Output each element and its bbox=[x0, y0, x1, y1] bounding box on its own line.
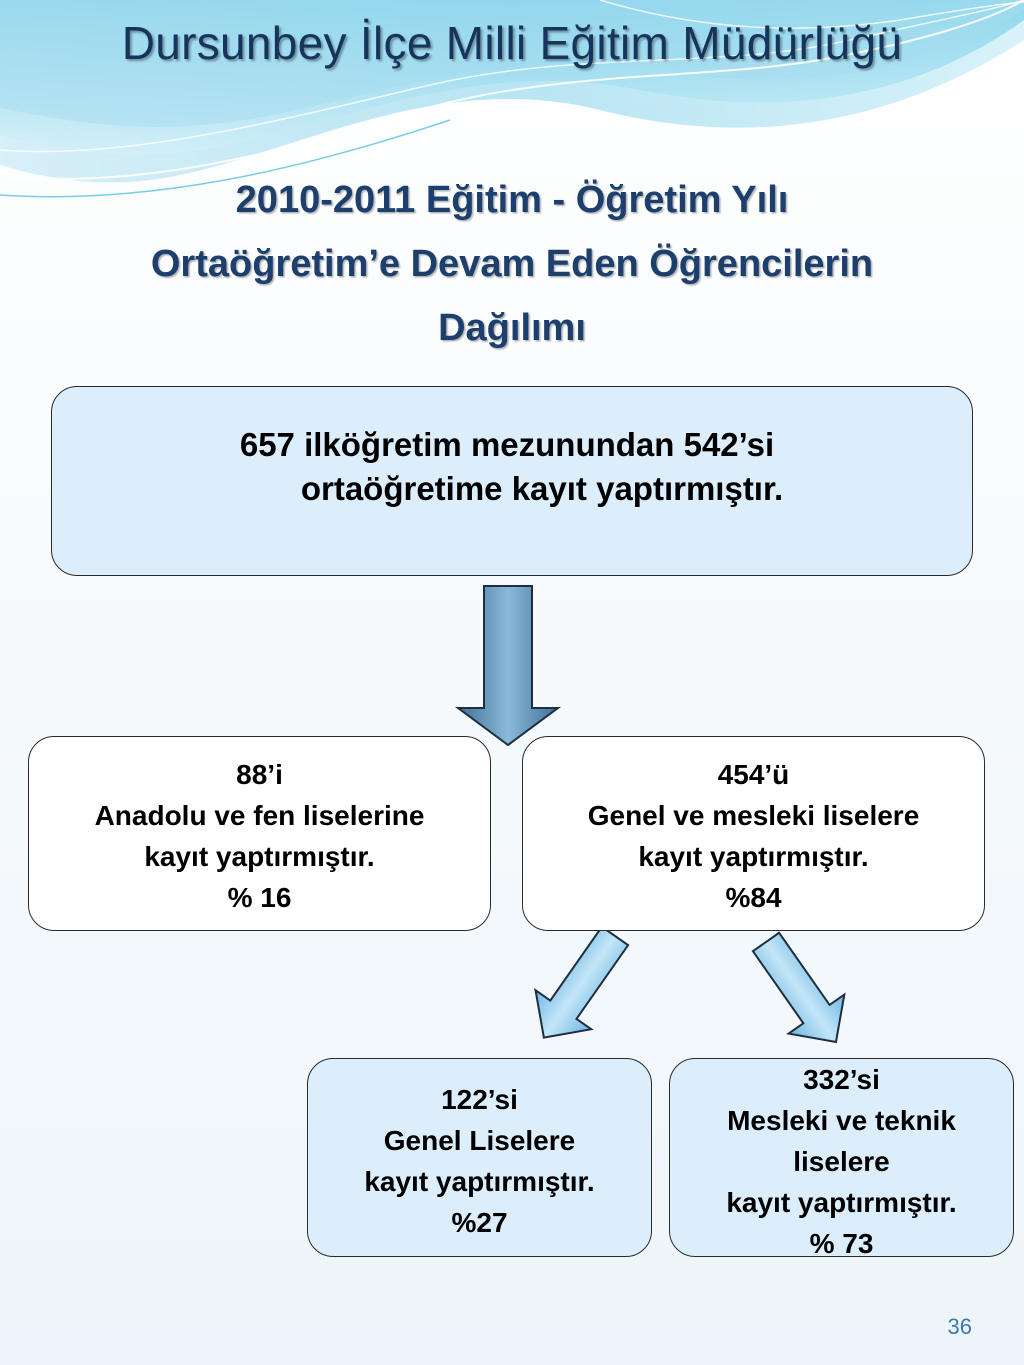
box-action: kayıt yaptırmıştır. bbox=[726, 1187, 957, 1218]
box-label: Genel Liselere bbox=[383, 1125, 576, 1156]
diagonal-arrow-left-icon bbox=[516, 916, 643, 1057]
box-label: liselere bbox=[793, 1146, 890, 1177]
summary-box bbox=[51, 386, 973, 576]
header-title: Dursunbey İlçe Milli Eğitim Müdürlüğü bbox=[121, 17, 903, 69]
diagonal-arrow-right-icon bbox=[738, 922, 864, 1061]
box-count: 454’ü bbox=[717, 759, 790, 790]
box-label: Anadolu ve fen liselerine bbox=[94, 800, 425, 831]
subtitle-line: Dağılımı bbox=[438, 307, 586, 349]
slide-subtitle bbox=[40, 168, 984, 360]
genel-lise-box bbox=[307, 1058, 652, 1257]
page-number: 36 bbox=[947, 1314, 972, 1339]
mesleki-teknik-box bbox=[669, 1058, 1014, 1257]
box-label: Genel ve mesleki liselere bbox=[587, 800, 920, 831]
anadolu-fen-box bbox=[28, 736, 491, 931]
box-action: kayıt yaptırmıştır. bbox=[638, 841, 869, 872]
genel-mesleki-box bbox=[522, 736, 985, 931]
subtitle-line: Ortaöğretim’e Devam Eden Öğrencilerin bbox=[150, 243, 874, 285]
box-action: kayıt yaptırmıştır. bbox=[144, 841, 375, 872]
summary-line: ortaöğretime kayıt yaptırmıştır. bbox=[300, 470, 784, 507]
box-count: 122’si bbox=[441, 1084, 518, 1115]
box-count: 332’si bbox=[803, 1064, 880, 1095]
box-action: kayıt yaptırmıştır. bbox=[364, 1166, 595, 1197]
summary-line: 657 ilköğretim mezunundan 542’si bbox=[239, 426, 775, 463]
box-count: 88’i bbox=[236, 759, 283, 790]
subtitle-line: 2010-2011 Eğitim - Öğretim Yılı bbox=[235, 179, 789, 221]
box-percent: % 73 bbox=[809, 1228, 874, 1259]
box-percent: %27 bbox=[451, 1207, 508, 1238]
box-percent: %84 bbox=[725, 882, 782, 913]
box-label: Mesleki ve teknik bbox=[727, 1105, 956, 1136]
down-arrow-icon bbox=[458, 586, 558, 745]
box-percent: % 16 bbox=[227, 882, 292, 913]
